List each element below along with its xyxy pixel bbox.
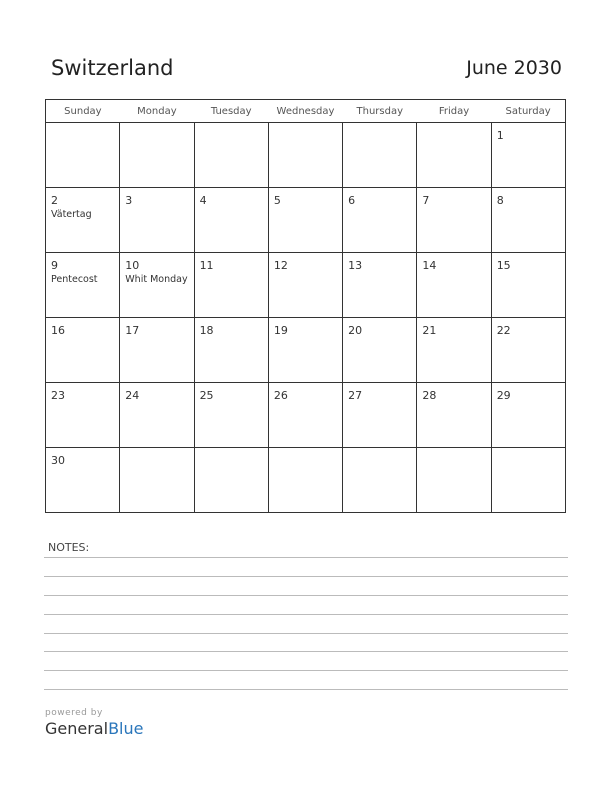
brand-general: General: [45, 719, 109, 738]
note-line: [44, 576, 568, 577]
weekday-monday: Monday: [120, 100, 194, 123]
day-number: 8: [496, 194, 504, 207]
day-cell: [417, 253, 491, 318]
weekday-sunday: Sunday: [46, 100, 120, 123]
day-number: 11: [199, 259, 214, 272]
day-number: 17: [125, 324, 140, 337]
week-row: [46, 123, 566, 188]
day-number: 10: [125, 259, 140, 272]
day-cell: [120, 318, 194, 383]
day-cell: [268, 383, 342, 448]
month-title: June 2030: [466, 57, 562, 79]
day-number: 21: [422, 324, 437, 337]
week-row: [46, 188, 566, 253]
day-cell: [491, 383, 565, 448]
day-cell: [46, 383, 120, 448]
day-number: 28: [422, 389, 437, 402]
weekday-thursday: Thursday: [343, 100, 417, 123]
day-number: 15: [496, 259, 511, 272]
day-cell: [491, 123, 565, 188]
week-row: [46, 448, 566, 513]
day-number: 2: [51, 194, 58, 207]
day-number: 25: [199, 389, 214, 402]
day-cell: [194, 448, 268, 513]
day-cell: [268, 188, 342, 253]
day-cell: [194, 318, 268, 383]
powered-by-text: powered by: [45, 708, 103, 718]
day-cell: [343, 123, 417, 188]
week-row: [46, 383, 566, 448]
day-cell: [343, 188, 417, 253]
day-number: 23: [51, 389, 65, 402]
note-line: [44, 651, 568, 652]
day-number: 29: [496, 389, 511, 402]
weekday-saturday: Saturday: [491, 100, 565, 123]
day-cell: [120, 123, 194, 188]
day-cell: [343, 448, 417, 513]
day-number: 12: [273, 259, 288, 272]
day-number: 9: [51, 259, 58, 272]
day-cell: [417, 448, 491, 513]
day-cell: [343, 318, 417, 383]
holiday-label: Vätertag: [51, 209, 92, 220]
weekday-friday: Friday: [417, 100, 491, 123]
week-row: [46, 253, 566, 318]
day-cell: [268, 318, 342, 383]
day-number: 24: [125, 389, 140, 402]
day-cell: [120, 448, 194, 513]
day-number: 26: [273, 389, 288, 402]
holiday-label: Whit Monday: [125, 274, 188, 285]
day-cell: [491, 253, 565, 318]
weekday-wednesday: Wednesday: [268, 100, 342, 123]
weekday-tuesday: Tuesday: [194, 100, 268, 123]
day-cell: [268, 123, 342, 188]
day-cell: [194, 253, 268, 318]
day-number: 3: [125, 194, 133, 207]
day-number: 13: [348, 259, 363, 272]
day-number: 1: [496, 129, 504, 142]
day-cell: [46, 448, 120, 513]
day-number: 14: [422, 259, 437, 272]
day-cell: [120, 383, 194, 448]
note-line: [44, 595, 568, 596]
brand-name: [45, 719, 143, 738]
day-cell: [491, 448, 565, 513]
day-cell: [491, 188, 565, 253]
day-cell: [343, 383, 417, 448]
day-cell: [268, 448, 342, 513]
day-cell: [46, 318, 120, 383]
brand-logo: [45, 708, 143, 738]
note-line: [44, 689, 568, 690]
day-number: 6: [348, 194, 356, 207]
country-title: Switzerland: [51, 56, 174, 80]
day-number: 7: [422, 194, 430, 207]
day-number: 18: [199, 324, 214, 337]
day-cell: [194, 383, 268, 448]
day-number: 30: [51, 454, 65, 467]
day-cell: [417, 383, 491, 448]
note-line: [44, 614, 568, 615]
day-number: 20: [348, 324, 363, 337]
day-number: 16: [51, 324, 65, 337]
day-cell: [343, 253, 417, 318]
note-line: [44, 633, 568, 634]
day-cell: [491, 318, 565, 383]
day-cell: [417, 123, 491, 188]
notes-label: NOTES:: [48, 541, 90, 554]
day-cell: [120, 253, 194, 318]
calendar-grid: [45, 99, 566, 513]
day-cell: [268, 253, 342, 318]
day-number: 22: [496, 324, 511, 337]
day-cell: [46, 123, 120, 188]
brand-blue: Blue: [108, 719, 144, 738]
day-cell: [120, 188, 194, 253]
day-number: 5: [273, 194, 281, 207]
day-cell: [46, 188, 120, 253]
day-number: 19: [273, 324, 288, 337]
note-line: [44, 557, 568, 558]
holiday-label: Pentecost: [51, 274, 98, 285]
day-cell: [194, 123, 268, 188]
day-number: 27: [348, 389, 363, 402]
day-cell: [46, 253, 120, 318]
week-row: [46, 318, 566, 383]
day-cell: [417, 188, 491, 253]
day-number: 4: [199, 194, 207, 207]
day-cell: [417, 318, 491, 383]
day-cell: [194, 188, 268, 253]
note-line: [44, 670, 568, 671]
weekday-header-row: [46, 100, 566, 123]
